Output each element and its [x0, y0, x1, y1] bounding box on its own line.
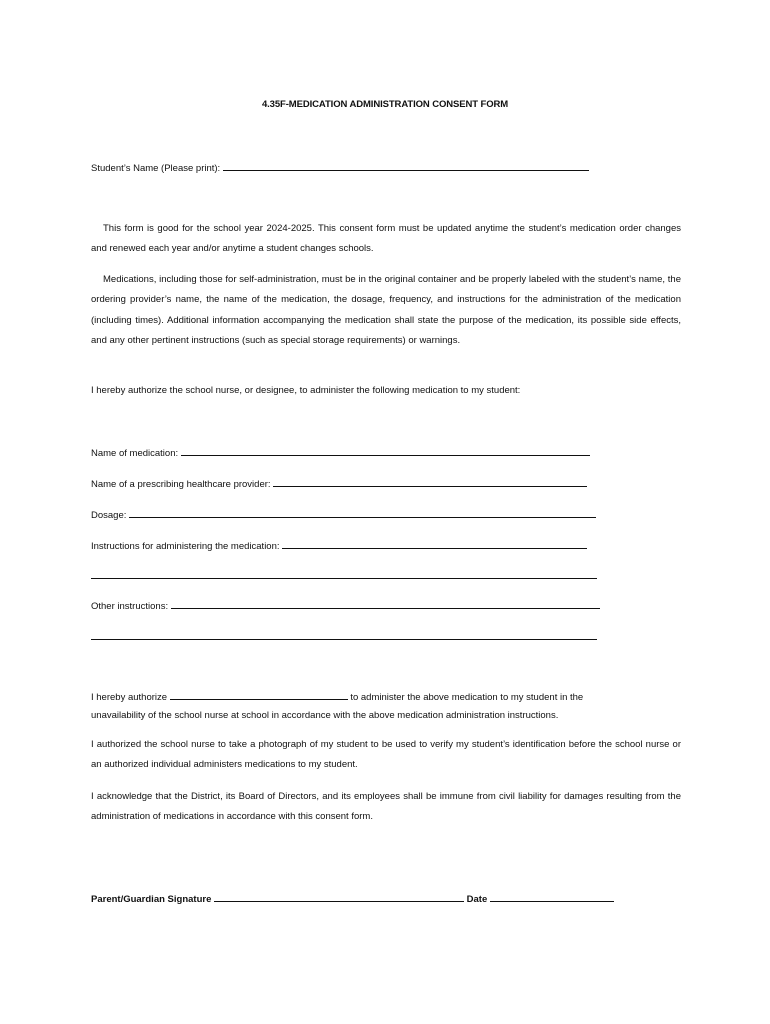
authorize-alt-suffix: to administer the above medication to my student in the — [350, 692, 584, 703]
instructions-row — [91, 538, 587, 553]
other-instructions-row — [91, 598, 600, 613]
signature-row — [91, 891, 614, 906]
student-name-field[interactable] — [223, 160, 589, 171]
instructions-label: Instructions for administering the medication: — [91, 541, 280, 552]
student-name-row — [91, 160, 589, 175]
provider-field[interactable] — [273, 476, 587, 487]
provider-label: Name of a prescribing healthcare provider: — [91, 479, 271, 490]
authorize-statement: I hereby authorize the school nurse, or designee, to administer the following medication to my student: — [91, 385, 521, 396]
instructions-continued-row — [91, 568, 597, 583]
other-instructions-continued-row — [91, 629, 597, 644]
medication-name-field[interactable] — [181, 445, 590, 456]
date-field[interactable] — [490, 891, 614, 902]
other-instructions-label: Other instructions: — [91, 601, 169, 612]
form-title: 4.35F-MEDICATION ADMINISTRATION CONSENT FORM — [261, 99, 509, 110]
signature-label: Parent/Guardian Signature — [91, 894, 212, 905]
dosage-row — [91, 507, 596, 522]
authorize-alt-prefix: I hereby authorize — [91, 692, 168, 703]
medication-name-row — [91, 445, 590, 460]
date-label: Date — [466, 894, 488, 905]
other-instructions-field[interactable] — [171, 598, 600, 609]
signature-field[interactable] — [214, 891, 464, 902]
instructions-field[interactable] — [282, 538, 587, 549]
validity-paragraph: This form is good for the school year 2024-2025. This consent form must be updated anytime the student’s medication order changes and renewed each year and/or anytime a student changes schools. — [91, 223, 681, 255]
instructions-continued-field[interactable] — [91, 568, 597, 579]
dosage-field[interactable] — [129, 507, 596, 518]
student-name-label: Student’s Name (Please print): — [91, 163, 221, 174]
provider-row — [91, 476, 587, 491]
other-instructions-continued-field[interactable] — [91, 629, 597, 640]
medication-name-label: Name of medication: — [91, 448, 179, 459]
authorized-person-field[interactable] — [170, 689, 348, 700]
labeling-paragraph: Medications, including those for self-administration, must be in the original container and be properly labeled with the student’s name, the ordering provider’s name, the name of the medication, the dosage, frequency, and instructions for the administration of the medication (including times). Additional information accompanying the medication shall state the purpose of the medication, its possible side effects, and any other pertinent instructions (such as special storage requirements) or warnings. — [91, 274, 681, 347]
authorize-alt-row — [91, 689, 583, 704]
photo-consent-paragraph: I authorized the school nurse to take a photograph of my student to be used to verify my student’s identification before the school nurse or an authorized individual administers medications to my student. — [91, 739, 681, 771]
liability-paragraph: I acknowledge that the District, its Board of Directors, and its employees shall be immune from civil liability for damages resulting from the administration of medications in accordance with this consent form. — [91, 791, 681, 823]
dosage-label: Dosage: — [91, 510, 127, 521]
authorize-alt-line-2: unavailability of the school nurse at school in accordance with the above medication administration instructions. — [91, 710, 559, 721]
